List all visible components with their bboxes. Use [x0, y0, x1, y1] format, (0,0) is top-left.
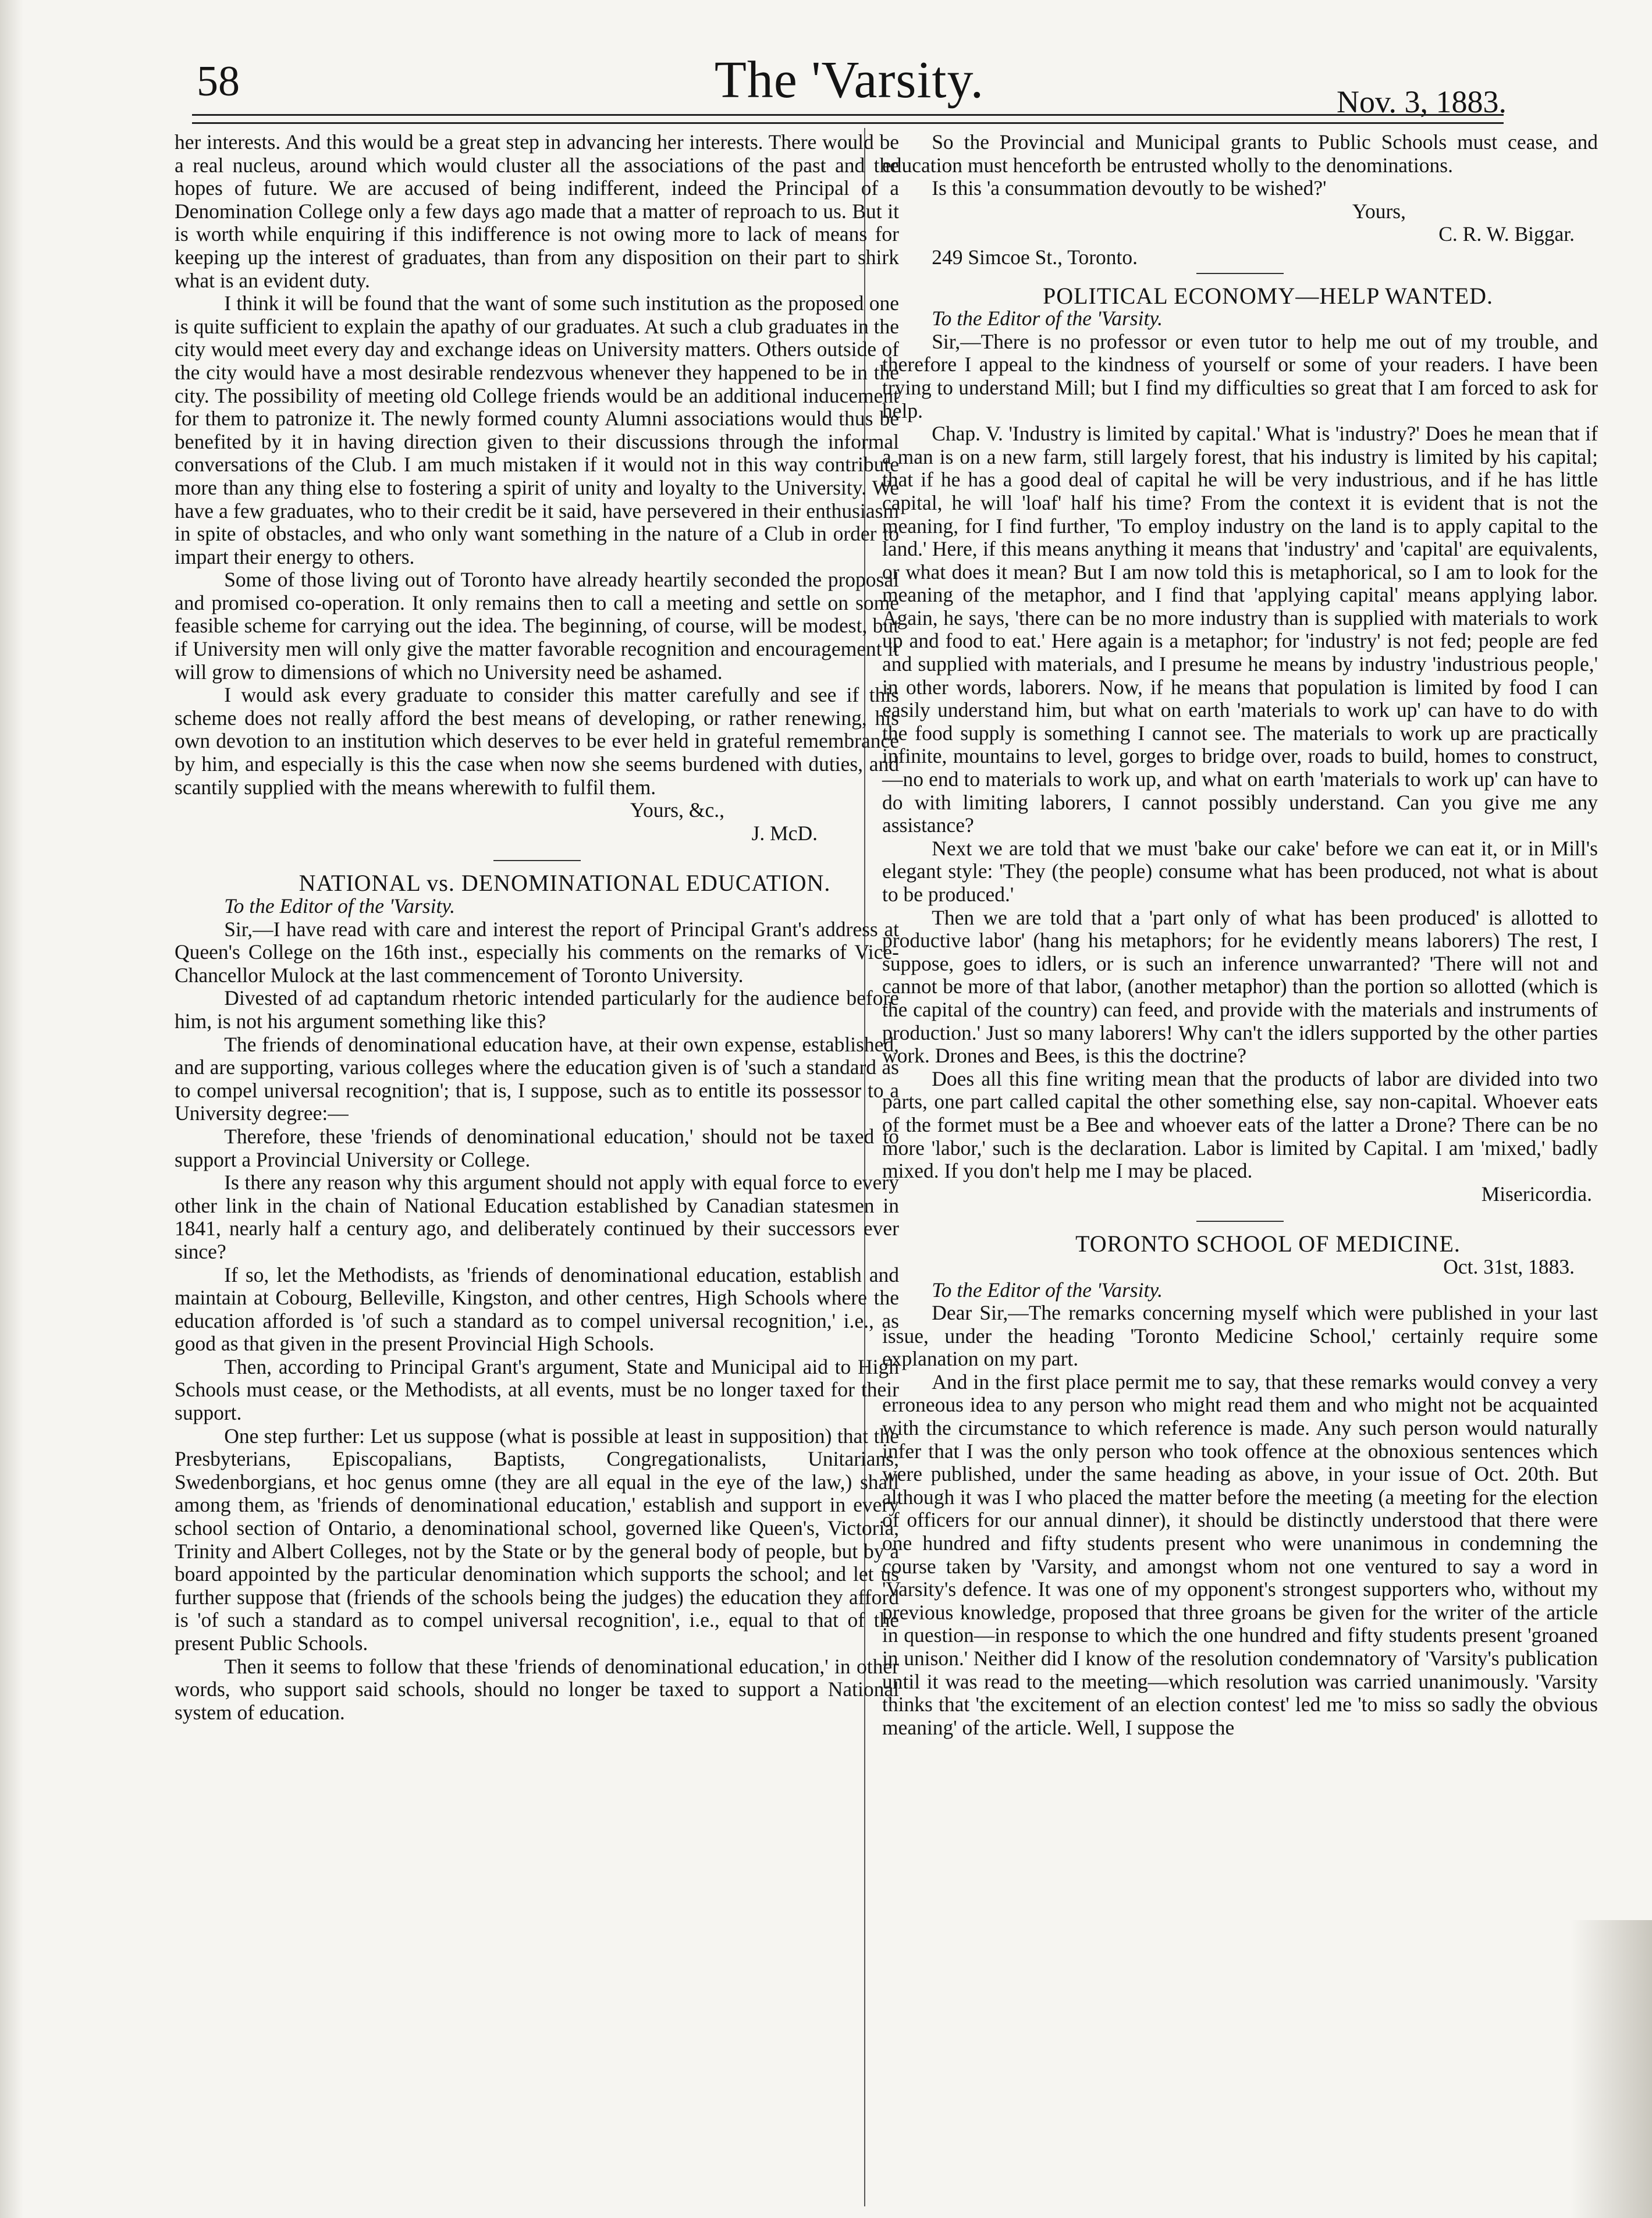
salutation-line: To the Editor of the 'Varsity. [932, 307, 1163, 330]
header-rule-top [192, 114, 1504, 116]
section-divider [1196, 273, 1284, 274]
salutation-line: To the Editor of the 'Varsity. [224, 894, 455, 918]
paragraph: I think it will be found that the want of some such institution as the proposed one is quite sufficient to explain the apathy of our graduates. At such a club graduates in the city would meet every day and exchange ideas on University matters. Others outside of the city would have a most desirable rendezvous whenever they happened to be in the city. The possibility of meeting old College friends would be an additional inducement for them to patronize it. The newly formed county Alumni associations would thus be benefited by it in having direction given to their discussions through the informal conversations of the Club. I am much mistaken if it would not in this way contribute more than any thing else to fostering a spirit of unity and loyalty to the University. We have a few graduates, who to their credit be it said, have persevered in their enthusiasm in spite of obstacles, and who only want something in the nature of a Club in order to impart their energy to others. [175, 292, 899, 568]
paragraph: Is there any reason why this argument should not apply with equal force to every other link in the chain of National Education established by Canadian statesmen in 1841, nearly half a century ago, and deliberately continued by their successors ever since? [175, 1171, 899, 1263]
scan-edge-shading [0, 0, 23, 2218]
paragraph: So the Provincial and Municipal grants to Public Schools must cease, and education must henceforth be entrusted wholly to the denominations. [882, 130, 1598, 177]
article-heading: TORONTO SCHOOL OF MEDICINE. [1075, 1231, 1461, 1257]
page-number: 58 [197, 58, 240, 105]
article-heading: POLITICAL ECONOMY—HELP WANTED. [1042, 282, 1494, 309]
page-curl-shadow [1571, 1920, 1652, 2218]
header-rule-bottom [192, 122, 1504, 124]
paragraph: I would ask every graduate to consider this matter carefully and see if this scheme does not really afford the best means of developing, or rather renewing, his own devotion to an institution which deserves to be ever held in grateful remembrance by him, and especially is this the case when now she seems burdened with duties, and scantily supplied with the means wherewith to fulfil them. [175, 683, 899, 799]
letter-closing: Yours, &c., [630, 798, 724, 822]
letter-signature: Misericordia. [1481, 1182, 1592, 1206]
paragraph: If so, let the Methodists, as 'friends of denominational education, establish and maintain at Cobourg, Belleville, Kingston, and other centres, High Schools where the education afforded is 'of such a standard as to compel universal recognition,' i.e., as good as that given in the present Provincial High Schools. [175, 1263, 899, 1356]
section-divider [493, 860, 581, 861]
letter-signature: C. R. W. Biggar. [1438, 222, 1575, 246]
letter-closing: Yours, [1352, 199, 1406, 223]
paragraph: Dear Sir,—The remarks concerning myself which were published in your last issue, under the heading 'Toronto Medicine School,' certainly require some explanation on my part. [882, 1301, 1598, 1371]
paragraph: Chap. V. 'Industry is limited by capital.' What is 'industry?' Does he mean that if a man is on a new farm, still largely forest, that his industry is limited by his capital; that if he has a good deal of capital he will be very industrious, and if he has little capital, he will 'loaf' half his time? From the context it is evident that is not the meaning, for I find further, 'To employ industry on the land is to apply capital to the land.' Here, if this means anything it means that 'industry' and 'capital' are equivalents, or what does it mean? But I am now told this is metaphorical, so I am to look for the meaning of the metaphor, and I find that 'applying capital' means applying labor. Again, he says, 'there can be no more industry than is supplied with materials to work up and food to eat.' Here again is a metaphor; for 'industry' is not fed; people are fed and supplied with materials, and I presume he means by industry 'industrious people,' in other words, laborers. Now, if he means that population is limited by food I can easily understand him, but what on earth 'materials to work up' can have to do with the food supply is something I cannot see. The materials to work up are practically infinite, mountains to level, gorges to bridge over, roads to build, homes to construct,—no end to materials to work up, and what on earth 'materials to work up' can have to do with limiting laborers, I cannot possibly understand. Can you give me any assistance? [882, 422, 1598, 837]
paragraph: Sir,—There is no professor or even tutor to help me out of my trouble, and therefore I appeal to the kindness of yourself or some of your readers. I have been trying to understand Mill; but I find my difficulties so great that I am forced to ask for help. [882, 329, 1598, 422]
paragraph: Then it seems to follow that these 'friends of denominational education,' in other words, who support said schools, should no longer be taxed to support a National system of education. [175, 1654, 899, 1724]
paragraph: Next we are told that we must 'bake our cake' before we can eat it, or in Mill's elegant style: 'They (the people) consume what has been produced, not what is about to be produced.' [882, 836, 1598, 906]
letter-date: Oct. 31st, 1883. [1443, 1254, 1575, 1278]
paragraph: Then, according to Principal Grant's argument, State and Municipal aid to High Schools must cease, or the Methodists, at all events, must be no longer taxed for their support. [175, 1355, 899, 1425]
paragraph: her interests. And this would be a great step in advancing her interests. There would be a real nucleus, around which would cluster all the associations of the past and the hopes of future. We are accused of being indifferent, indeed the Principal of a Denomination College only a few days ago made that a matter of reproach to us. But it is worth while enquiring if this indifference is not owing more to lack of means for keeping up the interest of graduates, than from any disposition on their part to shirk what is an evident duty. [175, 130, 899, 292]
left-column [175, 131, 899, 1724]
paragraph: Does all this fine writing mean that the products of labor are divided into two parts, one part called capital the other something else, say non-capital. Whoever eats of the formet must be a Bee and whoever eats of the latter a Drone? There can be no more 'labor,' such is the declaration. Labor is limited by Capital. I am 'mixed,' badly mixed. If you don't help me I may be placed. [882, 1067, 1598, 1183]
paragraph: And in the first place permit me to say, that these remarks would convey a very erroneous idea to any person who might read them and who might not be acquainted with the circumstance to which reference is made. Any such person would naturally infer that I was the only person who took offence at the obnoxious sentences which were published, under the same heading as above, in your issue of Oct. 20th. But although it was I who placed the matter before the meeting (a meeting for the election of officers for our annual dinner), it should be distinctly understood that there were one hundred and fifty students present who were unanimous in condemning the course taken by 'Varsity, and amongst whom not one ventured to say a word in 'Varsity's defence. It was one of my opponent's strongest supporters who, without my previous knowledge, proposed that three groans be given for the writer of the article in question—in response to which the one hundred and fifty students present 'groaned in unison.' Neither did I know of the resolution condemnatory of 'Varsity's publication until it was read to the meeting—which resolution was carried unanimously. 'Varsity thinks that 'the excitement of an election contest' led me 'to miss so sadly the obvious meaning' of the article. Well, I suppose the [882, 1370, 1598, 1739]
issue-date: Nov. 3, 1883. [1337, 84, 1507, 119]
paragraph: Then we are told that a 'part only of what has been produced' is allotted to productive labor' (hang his metaphors; for he evidently means laborers) The rest, I suppose, goes to idlers, or is such an inference unwarranted? 'There will not and cannot be more of that labor, (another metaphor) than the portion so allotted (which is the capital of the country) can feed, and provide with the materials and instruments of production.' Just so many laborers! Why can't the idlers supported by the other parties work. Drones and Bees, is this the doctrine? [882, 905, 1598, 1068]
paragraph: The friends of denominational education have, at their own expense, established, and are supporting, various colleges where the education given is of 'such a standard as to compel universal recognition'; that is, I suppose, such as to entitle its possessor to a University degree:— [175, 1032, 899, 1125]
right-column [882, 131, 1598, 1739]
paragraph: Therefore, these 'friends of denominational education,' should not be taxed to support a Provincial University or College. [175, 1124, 899, 1171]
masthead-title: The 'Varsity. [714, 51, 985, 109]
section-divider [1196, 1221, 1284, 1222]
paragraph: Some of those living out of Toronto have already heartily seconded the proposal and promised co-operation. It only remains then to call a meeting and settle on some feasible scheme for carrying out the idea. The beginning, of course, will be modest, but if University men will only give the matter favorable recognition and encouragement it will grow to dimensions of which no University need be ashamed. [175, 568, 899, 684]
paragraph: One step further: Let us suppose (what is possible at least in supposition) that the Presbyterians, Episcopalians, Baptists, Congregationalists, Unitarians, Swedenborgians, et hoc genus omne (they are all equal in the eye of the law,) shall among them, as 'friends of denominational education,' establish and support in every school section of Ontario, a denominational school, governed like Queen's, Victoria, Trinity and Albert Colleges, not by the State or by the general body of people, but by a board appointed by the particular denomination which supports the school; and let us further suppose that (friends of the schools being the judges) the education they afford is 'of such a standard as to compel universal recognition', i.e., equal to that of the present Public Schools. [175, 1424, 899, 1655]
page-header [192, 47, 1507, 119]
paragraph: Sir,—I have read with care and interest the report of Principal Grant's address at Queen's College on the 16th inst., especially his comments on the remarks of Vice-Chancellor Mulock at the last commencement of Toronto University. [175, 917, 899, 987]
article-heading: NATIONAL vs. DENOMINATIONAL EDUCATION. [299, 870, 831, 897]
salutation-line: To the Editor of the 'Varsity. [932, 1278, 1163, 1302]
paragraph: Divested of ad captandum rhetoric intended particularly for the audience before him, is not his argument something like this? [175, 986, 899, 1033]
letter-address: 249 Simcoe St., Toronto. [932, 245, 1138, 269]
paragraph: Is this 'a consummation devoutly to be wished?' [932, 176, 1327, 200]
letter-signature: J. McD. [751, 821, 818, 845]
